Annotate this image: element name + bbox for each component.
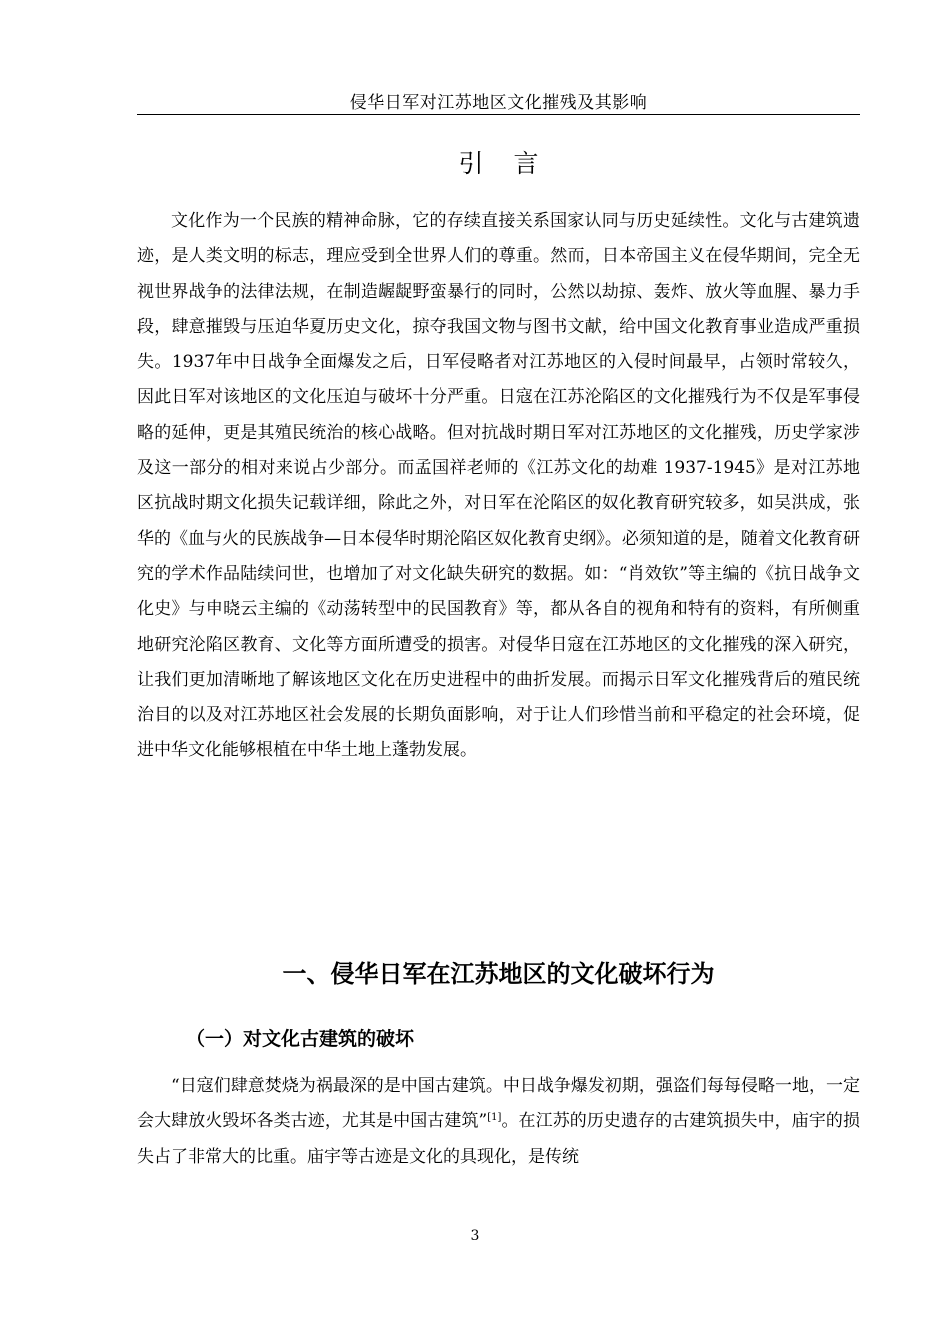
intro-title: 引言 [458,149,569,178]
page-number: 3 [470,1228,480,1244]
section-paragraph [137,1069,860,1175]
section-heading: （一）对文化古建筑的破坏 [186,1028,415,1050]
citation-marker[interactable]: [1] [487,1112,502,1124]
paragraph-continuation: 。在江苏的历史遗存的古建筑损失中，庙宇的损失占了非常大的比重。庙宇等古迹是文化的具现化，是传统 [137,1111,860,1167]
header-rule [137,114,860,115]
intro-paragraph: 文化作为一个民族的精神命脉，它的存续直接关系国家认同与历史延续性。文化与古建筑遗迹，是人类文明的标志，理应受到全世界人们的尊重。然而，日本帝国主义在侵华期间，完全无视世界战争的法律法规，在制造龌龊野蛮暴行的同时，公然以劫掠、轰炸、放火等血腥、暴力手段，肆意摧毁与压迫华夏历史文化，掠夺我国文物与图书文献，给中国文化教育事业造成严重损失。1937年中日战争全面爆发之后，日军侵略者对江苏地区的入侵时间最早，占领时常较久，因此日军对该地区的文化压迫与破坏十分严重。日寇在江苏沦陷区的文化摧残行为不仅是军事侵略的延伸，更是其殖民统治的核心战略。但对抗战时期日军对江苏地区的文化摧残，历史学家涉及这一部分的相对来说占少部分。而孟国祥老师的《江苏文化的劫难 1937-1945》是对江苏地区抗战时期文化损失记载详细，除此之外，对日军在沦陷区的奴化教育研究较多，如吴洪成，张华的《血与火的民族战争—日本侵华时期沦陷区奴化教育史纲》。必须知道的是，随着文化教育研究的学术作品陆续问世，也增加了对文化缺失研究的数据。如：“肖效钦”等主编的《抗日战争文化史》与申晓云主编的《动荡转型中的民国教育》等，都从各自的视角和特有的资料，有所侧重地研究沦陷区教育、文化等方面所遭受的损害。对侵华日寇在江苏地区的文化摧残的深入研究，让我们更加清晰地了解该地区文化在历史进程中的曲折发展。而揭示日军文化摧残背后的殖民统治目的以及对江苏地区社会发展的长期负面影响，对于让人们珍惜当前和平稳定的社会环境，促进中华文化能够根植在中华土地上蓬勃发展。 [137,211,860,761]
chapter-heading: 一、侵华日军在江苏地区的文化破坏行为 [282,960,715,988]
quote-text: “日寇们肆意焚烧为祸最深的是中国古建筑。中日战争爆发初期，强盗们每每侵略一地，一定会大肆放火毁坏各类古迹，尤其是中国古建筑” [137,1076,860,1132]
running-header: 侵华日军对江苏地区文化摧残及其影响 [349,93,648,113]
